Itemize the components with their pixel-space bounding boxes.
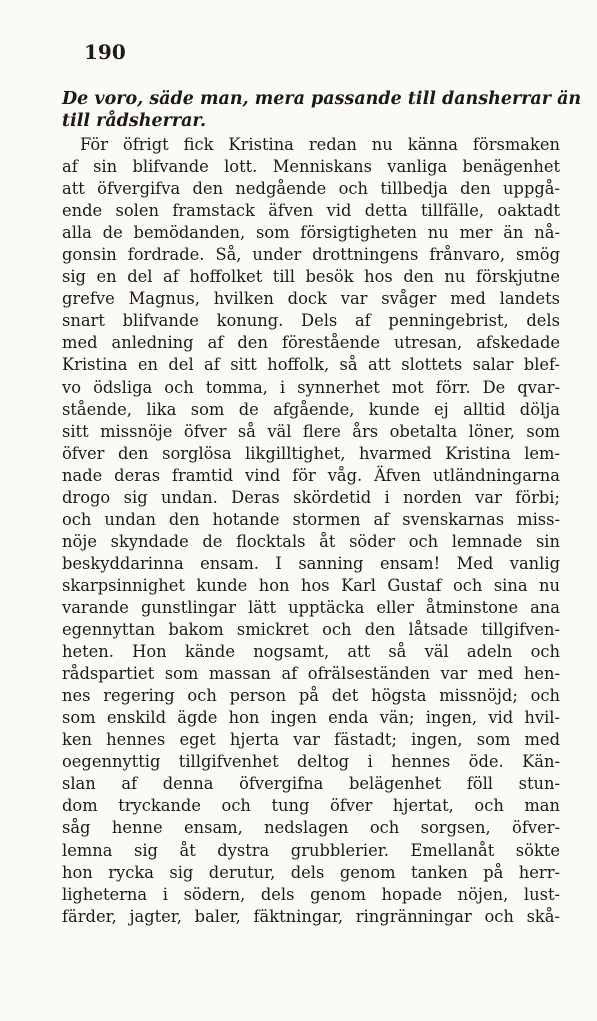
text-line: sig en del af hoffolket till besök hos den nu förskjutne (62, 267, 560, 287)
intro-line: till rådsherrar. (62, 111, 207, 131)
text-line: och undan den hotande stormen af svenskarnas miss- (62, 509, 560, 529)
text-line: som enskild ägde hon ingen enda vän; ingen, vid hvil- (62, 708, 560, 728)
text-line: nade deras framtid vind för våg. Äfven utländningarna (62, 465, 560, 485)
text-line: gonsin fordrade. Så, under drottningens frånvaro, smög (62, 245, 560, 265)
text-line: skarpsinnighet kunde hon hos Karl Gustaf och sina nu (62, 575, 560, 595)
text-line: lemna sig åt dystra grubblerier. Emellanåt sökte (62, 840, 560, 860)
text-line: Kristina en del af sitt hoffolk, så att slottets salar blef- (62, 355, 560, 375)
text-line: vo ödsliga och tomma, i synnerhet mot förr. De qvar- (62, 377, 560, 397)
intro-line: De voro, säde man, mera passande till dansherrar än (62, 89, 582, 109)
text-line: med anledning af den förestående utresan, afskedade (62, 333, 560, 353)
text-line: grefve Magnus, hvilken dock var svåger med landets (62, 289, 560, 309)
text-line: beskyddarinna ensam. I sanning ensam! Med vanlig (62, 553, 560, 573)
text-line: oegennyttig tillgifvenhet deltog i hennes öde. Kän- (62, 752, 560, 772)
text-line: drogo sig undan. Deras skördetid i norden var förbi; (62, 487, 560, 507)
page-number: 190 (84, 40, 126, 64)
text-line: dom tryckande och tung öfver hjertat, och man (62, 796, 560, 816)
text-line: nes regering och person på det högsta missnöjd; och (62, 686, 560, 706)
text-line: varande gunstlingar lätt upptäcka eller åtminstone ana (62, 597, 560, 617)
text-line: För öfrigt fick Kristina redan nu känna försmaken (80, 135, 560, 154)
text-line: slan af denna öfvergifna belägenhet föll stun- (62, 774, 560, 794)
text-line: alla de bemödanden, som försigtigheten nu mer än nå- (62, 223, 560, 243)
text-line: egennyttan bakom smickret och den låtsade tillgifven- (62, 620, 560, 640)
text-line: af sin blifvande lott. Menniskans vanliga benägenhet (62, 157, 560, 177)
text-line: stående, lika som de afgående, kunde ej alltid dölja (62, 399, 560, 419)
text-line: öfver den sorglösa likgilltighet, hvarmed Kristina lem- (62, 443, 560, 463)
text-line: nöje skyndade de flocktals åt söder och lemnade sin (62, 531, 560, 551)
text-line: ende solen framstack äfven vid detta tillfälle, oaktadt (62, 201, 560, 221)
text-line: att öfvergifva den nedgående och tillbedja den uppgå- (62, 179, 560, 199)
text-line: såg henne ensam, nedslagen och sorgsen, öfver- (62, 818, 560, 838)
text-line: ligheterna i södern, dels genom hopade nöjen, lust- (62, 884, 560, 904)
text-line: sitt missnöje öfver så väl flere års obetalta löner, som (62, 421, 560, 441)
intro-paragraph (62, 88, 582, 132)
body-paragraph (62, 134, 560, 928)
text-line: heten. Hon kände nogsamt, att så väl adeln och (62, 642, 560, 662)
text-line: rådspartiet som massan af ofrälseständen var med hen- (62, 664, 560, 684)
text-line: snart blifvande konung. Dels af penningebrist, dels (62, 311, 560, 331)
text-line: hon rycka sig derutur, dels genom tanken på herr- (62, 862, 560, 882)
text-line: ken hennes eget hjerta var fästadt; ingen, som med (62, 730, 560, 750)
text-line: färder, jagter, baler, fäktningar, ringränningar och skå- (62, 906, 560, 926)
